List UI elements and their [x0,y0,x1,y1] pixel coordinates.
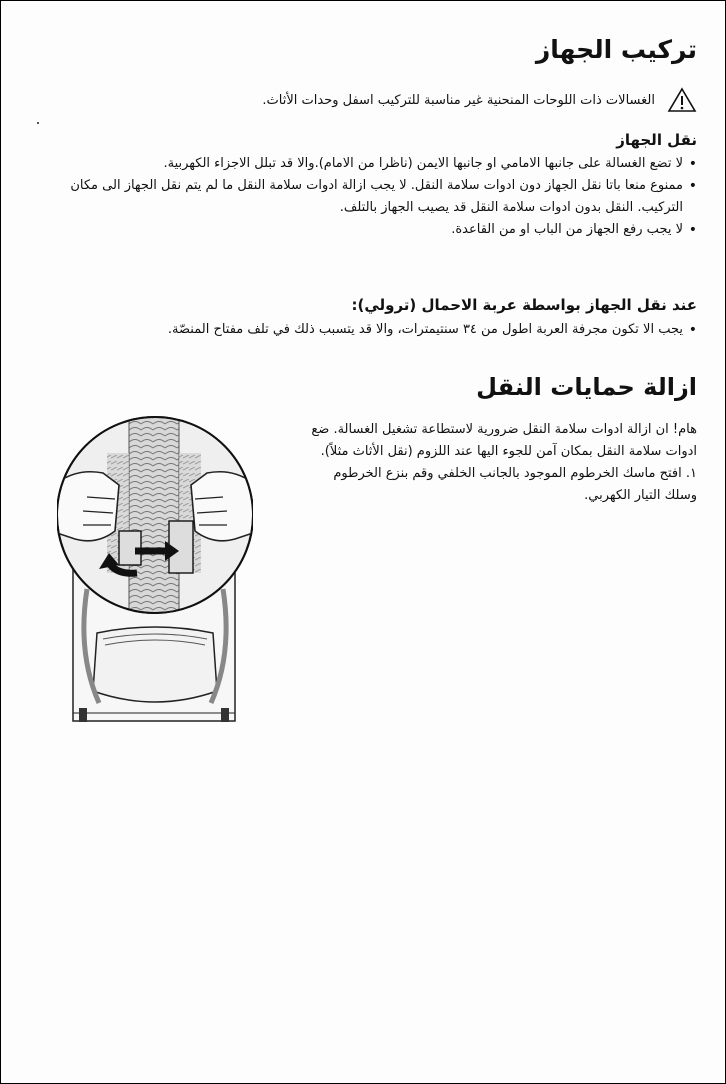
heading-installation: تركيب الجهاز [535,35,697,64]
step-1: ١. افتح ماسك الخرطوم الموجود بالجانب الخلفي وقم بنزع الخرطوم وسلك التيار الكهربي. [333,466,697,503]
speck [37,122,39,124]
warning-triangle-icon [667,87,697,113]
moving-bullet-list [57,153,697,241]
list-item: • لا تضع الغسالة على جانبها الامامي او جانبها الايمن (ناظرا من الامام).والا قد تبلل الاجزاء الكهربية. [57,153,697,175]
important-note: هام! ان ازالة ادوات سلامة النقل ضرورية لاستطاعة تشغيل الغسالة. ضع ادوات سلامة النقل بمكان آمن للجوء اليها عند اللزوم (نقل الأثاث مثلاً). [311,422,697,459]
trolley-bullet-list [57,319,697,341]
warning-text: الغسالات ذات اللوحات المنحنية غير مناسبة للتركيب اسفل وحدات الأثاث. [262,92,655,108]
list-item: • يجب الا تكون مجرفة العربة اطول من ٣٤ سنتيمترات، والا قد يتسبب ذلك في تلف مفتاح المنصّة. [57,319,697,341]
list-item: • ممنوع منعا باتا نقل الجهاز دون ادوات سلامة النقل. لا يجب ازالة ادوات سلامة النقل ما لم يتم نقل الجهاز الى مكان التركيب. النقل بدون ادوات سلامة النقل قد يصيب الجهاز بالتلف. [57,175,697,219]
hose-holder-removal-illustration [57,413,253,743]
heading-remove-transit-bolts: ازالة حمايات النقل [476,373,697,401]
heading-trolley: عند نقل الجهاز بواسطة عربة الاحمال (ترولي): [351,296,697,314]
heading-moving: نقل الجهاز [616,131,697,149]
removal-instructions [301,419,697,507]
list-item: • لا يجب رفع الجهاز من الباب او من القاعدة. [57,219,697,241]
warning-notice [57,87,697,113]
